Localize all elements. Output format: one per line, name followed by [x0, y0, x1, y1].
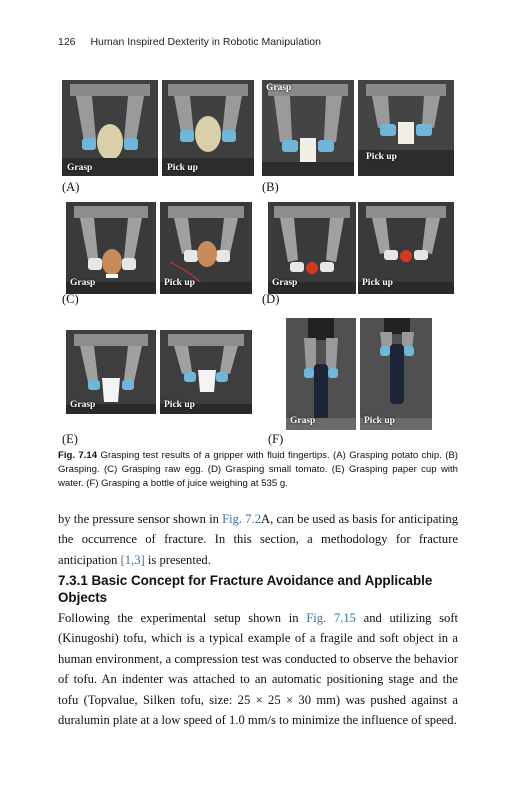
- paragraph: [58, 509, 458, 570]
- figure-link[interactable]: Fig. 7.15: [306, 611, 356, 625]
- panel-letter-c: (C): [62, 292, 79, 306]
- panel-letter-e: (E): [62, 432, 78, 446]
- photo-label: Pick up: [167, 163, 198, 173]
- photo-label: Grasp: [266, 83, 292, 93]
- section-heading: 7.3.1 Basic Concept for Fracture Avoidance and Applicable Objects: [58, 573, 433, 605]
- panel-letter-f: (F): [268, 432, 284, 446]
- photo-label: Grasp: [290, 416, 316, 426]
- figure-caption: [58, 449, 458, 492]
- paragraph-text: and utilizing soft (Kinugoshi) tofu, which is a typical example of a fragile and soft object in a human environment, a compression test was conducted to observe the behavior of tofu. An indenter was attached to an automatic positioning stage and the tofu (Topvalue, Silken tofu, size: 25 × 25 × 30 mm) was pushed against a duralumin plate at a low speed of 1.0 mm/s to minimize the influence of speed.: [58, 611, 459, 728]
- photo-a-pickup: [162, 80, 254, 176]
- panel-letter-d: (D): [262, 292, 280, 306]
- caption-label: Fig. 7.14: [58, 450, 98, 461]
- paragraph: [58, 608, 458, 730]
- gripper-chip-pickup-illustration: [162, 80, 254, 176]
- page-number: 126: [58, 36, 76, 48]
- gripper-tofu-grasp-illustration: [262, 80, 354, 176]
- caption-text: Grasping test results of a gripper with fluid fingertips. (A) Grasping potato chip. (B) Grasping. (C) Grasping raw egg. (D) Grasping small tomato. (E) Grasping paper cup with water. (F) Grasping a bottle of juice weighing at 535 g.: [58, 450, 458, 490]
- photo-c-pickup: [160, 202, 252, 294]
- photo-label: Grasp: [67, 163, 93, 173]
- paragraph-text: A, can be used as basis for anticipating the occurrence of fracture. In this section, a methodology for fracture anticipation: [58, 512, 458, 567]
- citation-link[interactable]: [1,3]: [120, 552, 145, 567]
- photo-label: Grasp: [70, 278, 96, 288]
- photo-label: Pick up: [362, 278, 393, 288]
- panel-letter-a: (A): [62, 180, 80, 194]
- gripper-bottle-grasp-illustration: [286, 318, 356, 430]
- photo-a-grasp: [62, 80, 158, 176]
- photo-e-pickup: [160, 330, 252, 414]
- panel-letter-b: (B): [262, 180, 279, 194]
- paragraph-text: by the pressure sensor shown in: [58, 512, 223, 526]
- running-title: Human Inspired Dexterity in Robotic Manipulation: [90, 36, 321, 48]
- paragraph-text: is presented.: [144, 552, 211, 567]
- photo-label: Pick up: [366, 152, 397, 162]
- photo-c-grasp: [66, 202, 156, 294]
- paragraph-text: Following the experimental setup shown in: [58, 611, 307, 625]
- photo-label: Grasp: [272, 278, 298, 288]
- running-header: [58, 36, 321, 48]
- photo-label: Pick up: [364, 416, 395, 426]
- photo-label: Grasp: [70, 400, 96, 410]
- photo-d-grasp: [268, 202, 356, 294]
- photo-label: Pick up: [164, 278, 195, 288]
- photo-b-grasp: [262, 80, 354, 176]
- photo-label: Pick up: [164, 400, 195, 410]
- figure-link[interactable]: Fig. 7.2: [222, 512, 261, 526]
- photo-e-grasp: [66, 330, 156, 414]
- photo-b-pickup: [358, 80, 454, 176]
- gripper-chip-grasp-illustration: [62, 80, 158, 176]
- photo-d-pickup: [358, 202, 454, 294]
- photo-f-pickup: [360, 318, 432, 430]
- photo-f-grasp: [286, 318, 356, 430]
- gripper-bottle-pickup-illustration: [360, 318, 432, 430]
